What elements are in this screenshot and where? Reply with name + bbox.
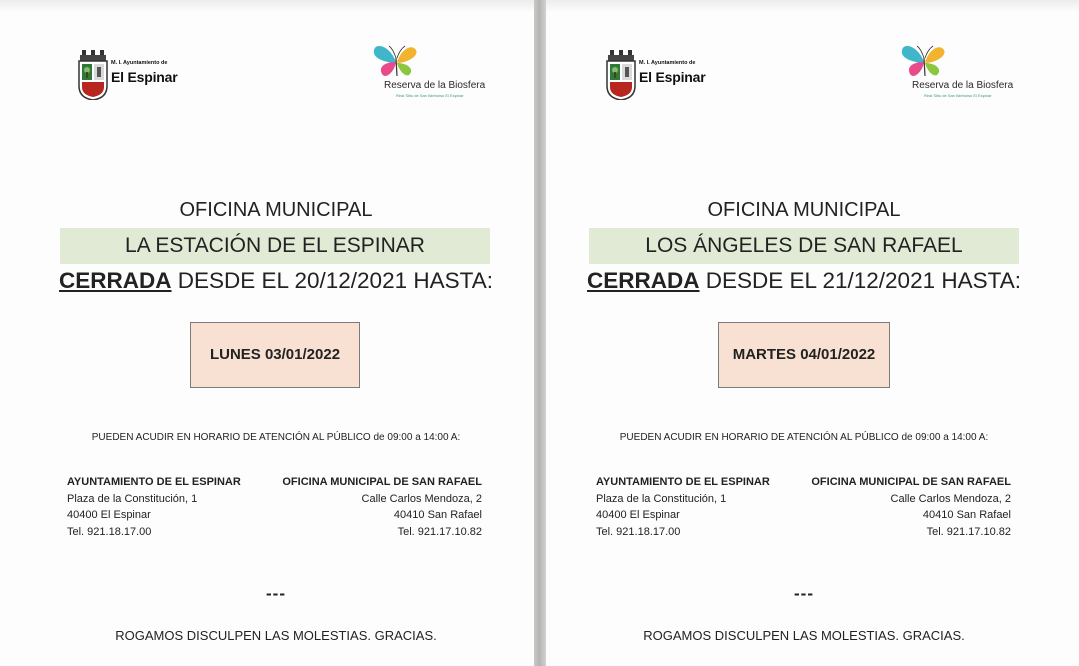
separator-dashes: --- bbox=[266, 584, 286, 603]
address-san-rafael bbox=[811, 474, 1011, 540]
hours-notice: PUEDEN ACUDIR EN HORARIO DE ATENCIÓN AL PÚBLICO de 09:00 a 14:00 A: bbox=[91, 432, 461, 443]
page-gutter bbox=[534, 0, 546, 666]
biosphere-butterfly-icon bbox=[372, 42, 420, 80]
address-phone: Tel. 921.18.17.00 bbox=[596, 525, 681, 538]
address-phone: Tel. 921.18.17.00 bbox=[67, 525, 152, 538]
address-title: AYUNTAMIENTO DE EL ESPINAR bbox=[67, 476, 241, 488]
address-city: 40400 El Espinar bbox=[67, 509, 151, 521]
address-phone: Tel. 921.17.10.82 bbox=[397, 525, 482, 538]
el-espinar-crest-icon bbox=[606, 50, 636, 100]
logo-subtitle: M. I. Ayuntamiento de bbox=[639, 60, 696, 66]
page-shadow bbox=[546, 0, 1079, 12]
address-ayuntamiento bbox=[67, 474, 241, 540]
address-street: Calle Carlos Mendoza, 2 bbox=[361, 492, 482, 505]
el-espinar-crest-icon bbox=[78, 50, 108, 100]
reopen-date: LUNES 03/01/2022 bbox=[209, 346, 341, 363]
closed-dates: DESDE EL 20/12/2021 HASTA: bbox=[171, 268, 493, 293]
notice-heading: OFICINA MUNICIPAL bbox=[179, 199, 373, 221]
office-name: LA ESTACIÓN DE EL ESPINAR bbox=[125, 234, 425, 257]
biosphere-logo bbox=[366, 42, 496, 102]
biosphere-subtitle: Real Sitio de San Ildefonso El Espinar bbox=[396, 93, 464, 98]
address-street: Plaza de la Constitución, 1 bbox=[67, 492, 198, 505]
address-city: 40410 San Rafael bbox=[922, 509, 1011, 521]
biosphere-subtitle: Real Sitio de San Ildefonso El Espinar bbox=[924, 93, 992, 98]
closed-dates: DESDE EL 21/12/2021 HASTA: bbox=[699, 268, 1021, 293]
closed-notice bbox=[0, 268, 534, 294]
office-name: LOS ÁNGELES DE SAN RAFAEL bbox=[645, 234, 963, 257]
reopen-date: MARTES 04/01/2022 bbox=[732, 346, 876, 363]
address-street: Calle Carlos Mendoza, 2 bbox=[890, 492, 1011, 505]
logo-title: El Espinar bbox=[639, 69, 706, 85]
logo-title: El Espinar bbox=[111, 69, 178, 85]
address-title: OFICINA MUNICIPAL DE SAN RAFAEL bbox=[282, 476, 482, 488]
closed-notice bbox=[546, 268, 1079, 294]
closed-word: CERRADA bbox=[59, 268, 172, 293]
address-city: 40410 San Rafael bbox=[393, 509, 482, 521]
hours-notice: PUEDEN ACUDIR EN HORARIO DE ATENCIÓN AL PÚBLICO de 09:00 a 14:00 A: bbox=[619, 432, 989, 443]
el-espinar-logo bbox=[606, 50, 746, 102]
reopen-date-box bbox=[190, 322, 360, 388]
closed-word: CERRADA bbox=[587, 268, 700, 293]
biosphere-title: Reserva de la Biosfera bbox=[384, 80, 486, 91]
notice-page-right bbox=[546, 0, 1079, 666]
address-title: AYUNTAMIENTO DE EL ESPINAR bbox=[596, 476, 770, 488]
biosphere-butterfly-icon bbox=[900, 42, 948, 80]
notice-page-left bbox=[0, 0, 534, 666]
apology-footer: ROGAMOS DISCULPEN LAS MOLESTIAS. GRACIAS. bbox=[115, 628, 437, 643]
apology-footer: ROGAMOS DISCULPEN LAS MOLESTIAS. GRACIAS. bbox=[643, 628, 965, 643]
address-ayuntamiento bbox=[596, 474, 770, 540]
logo-subtitle: M. I. Ayuntamiento de bbox=[111, 60, 168, 66]
address-street: Plaza de la Constitución, 1 bbox=[596, 492, 727, 505]
notice-heading: OFICINA MUNICIPAL bbox=[707, 199, 901, 221]
el-espinar-logo bbox=[78, 50, 218, 102]
address-title: OFICINA MUNICIPAL DE SAN RAFAEL bbox=[811, 476, 1011, 488]
address-city: 40400 El Espinar bbox=[596, 509, 680, 521]
biosphere-title: Reserva de la Biosfera bbox=[912, 80, 1014, 91]
separator-dashes: --- bbox=[794, 584, 814, 603]
office-name-band bbox=[60, 228, 490, 264]
office-name-band bbox=[589, 228, 1019, 264]
reopen-date-box bbox=[718, 322, 890, 388]
biosphere-logo bbox=[894, 42, 1024, 102]
address-san-rafael bbox=[282, 474, 482, 540]
page-shadow bbox=[0, 0, 534, 12]
address-phone: Tel. 921.17.10.82 bbox=[926, 525, 1011, 538]
